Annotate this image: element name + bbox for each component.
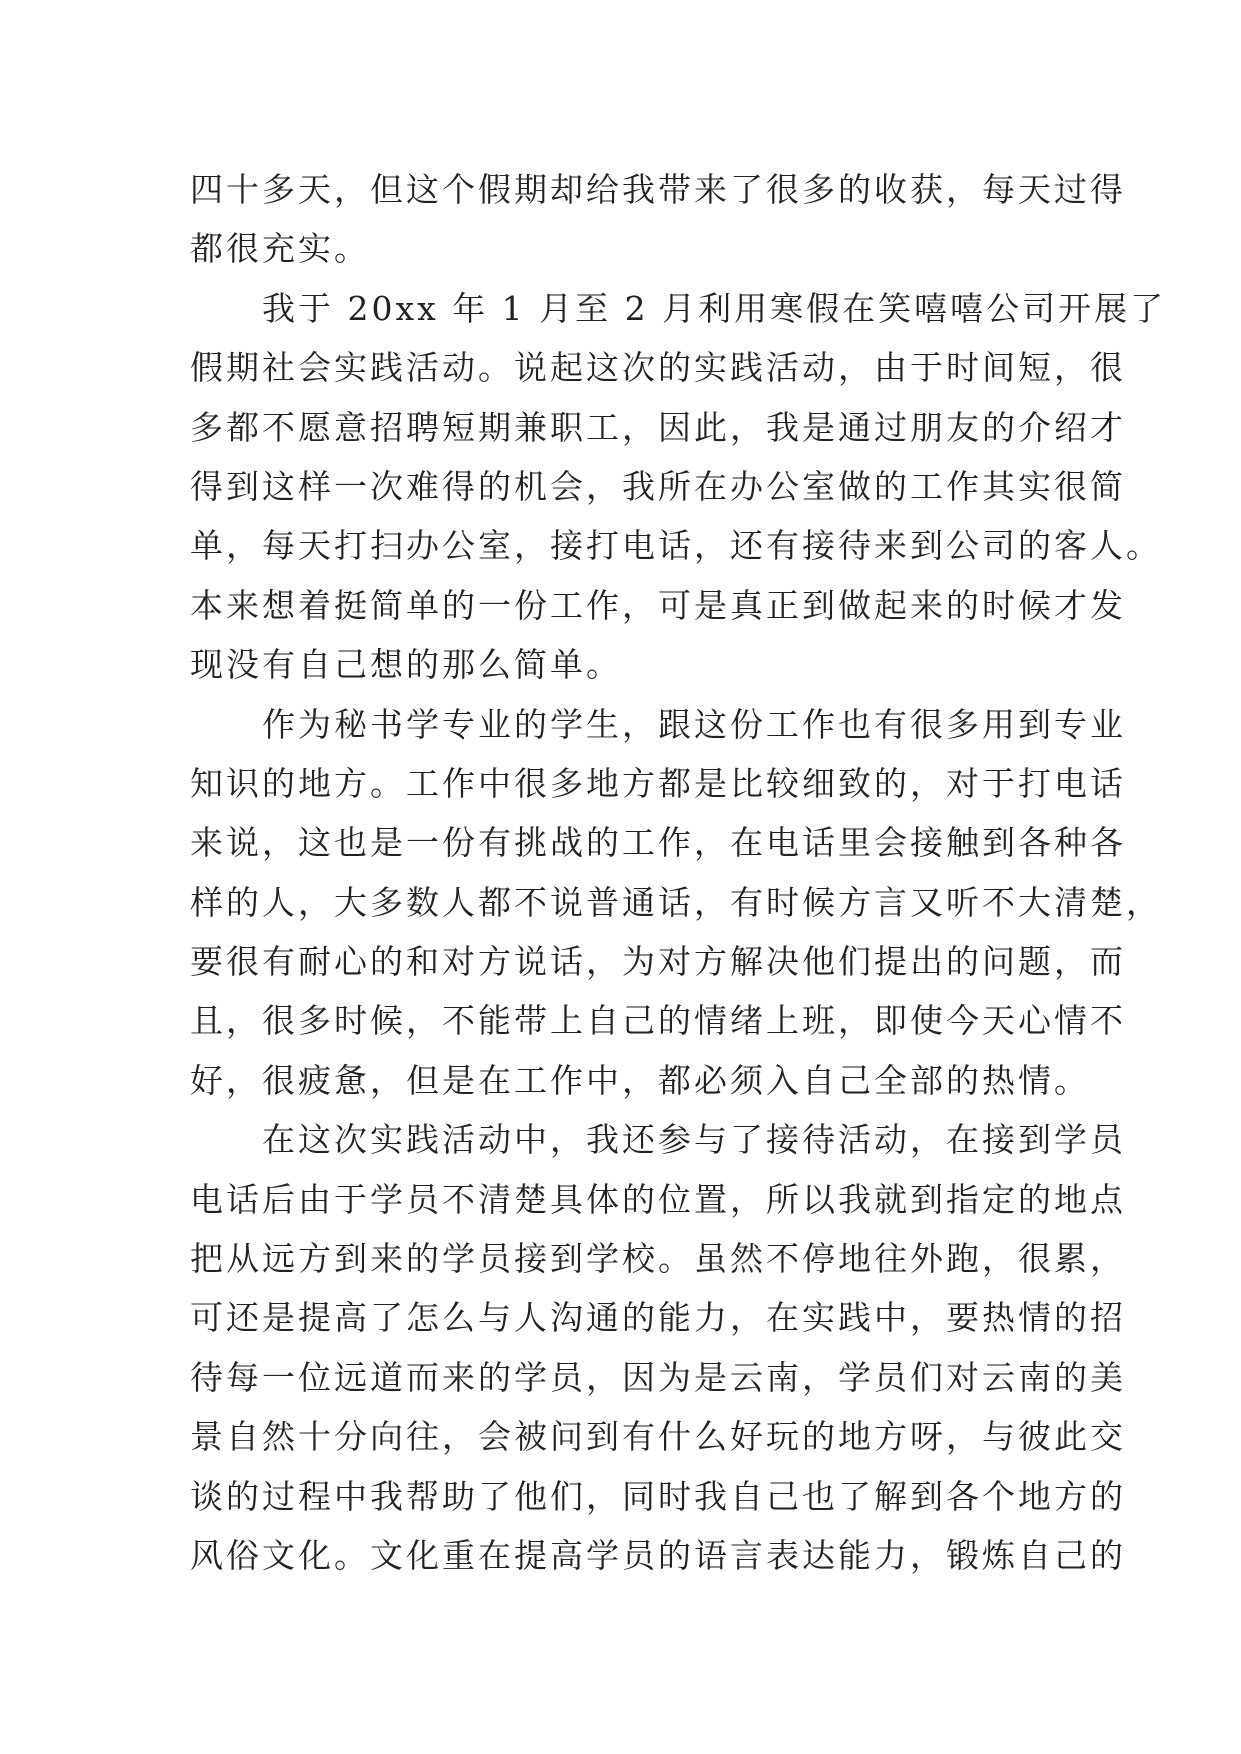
text-line: 且，很多时候，不能带上自己的情绪上班，即使今天心情不	[190, 1001, 1126, 1041]
text-line: 得到这样一次难得的机会，我所在办公室做的工作其实很简	[190, 466, 1126, 506]
text-line: 我于 20xx 年 1 月至 2 月利用寒假在笑嘻嘻公司开展了	[190, 288, 1167, 328]
text-line: 把从远方到来的学员接到学校。虽然不停地往外跑，很累，	[190, 1239, 1126, 1279]
paragraph	[190, 695, 1162, 1111]
text-line: 电话后由于学员不清楚具体的位置，所以我就到指定的地点	[190, 1179, 1126, 1219]
text-line: 多都不愿意招聘短期兼职工，因此，我是通过朋友的介绍才	[190, 407, 1126, 447]
paragraph	[190, 279, 1167, 695]
text-line: 单，每天打扫办公室，接打电话，还有接待来到公司的客人。	[190, 526, 1162, 566]
text-line: 要很有耐心的和对方说话，为对方解决他们提出的问题，而	[190, 942, 1126, 982]
text-line: 作为秘书学专业的学生，跟这份工作也有很多用到专业	[190, 704, 1126, 744]
text-line: 假期社会实践活动。说起这次的实践活动，由于时间短，很	[190, 348, 1126, 388]
text-line: 可还是提高了怎么与人沟通的能力，在实践中，要热情的招	[190, 1298, 1126, 1338]
paragraph	[190, 1110, 1126, 1585]
text-line: 本来想着挺简单的一份工作，可是真正到做起来的时候才发	[190, 585, 1126, 625]
text-line: 都很充实。	[190, 229, 370, 269]
text-line: 四十多天，但这个假期却给我带来了很多的收获，每天过得	[190, 170, 1126, 209]
text-line: 待每一位远道而来的学员，因为是云南，学员们对云南的美	[190, 1357, 1126, 1397]
text-line: 样的人，大多数人都不说普通话，有时候方言又听不大清楚，	[190, 882, 1162, 922]
paragraph	[190, 160, 1126, 279]
text-line: 谈的过程中我帮助了他们，同时我自己也了解到各个地方的	[190, 1476, 1126, 1516]
text-line: 来说，这也是一份有挑战的工作，在电话里会接触到各种各	[190, 823, 1126, 863]
text-line: 风俗文化。文化重在提高学员的语言表达能力，锻炼自己的	[190, 1535, 1126, 1575]
text-line: 好，很疲惫，但是在工作中，都必须入自己全部的热情。	[190, 1060, 1090, 1100]
document-body	[190, 160, 1167, 1585]
text-line: 现没有自己想的那么简单。	[190, 645, 622, 685]
text-line: 知识的地方。工作中很多地方都是比较细致的，对于打电话	[190, 763, 1126, 803]
text-line: 景自然十分向往，会被问到有什么好玩的地方呀，与彼此交	[190, 1417, 1126, 1457]
text-line: 在这次实践活动中，我还参与了接待活动，在接到学员	[190, 1120, 1126, 1160]
